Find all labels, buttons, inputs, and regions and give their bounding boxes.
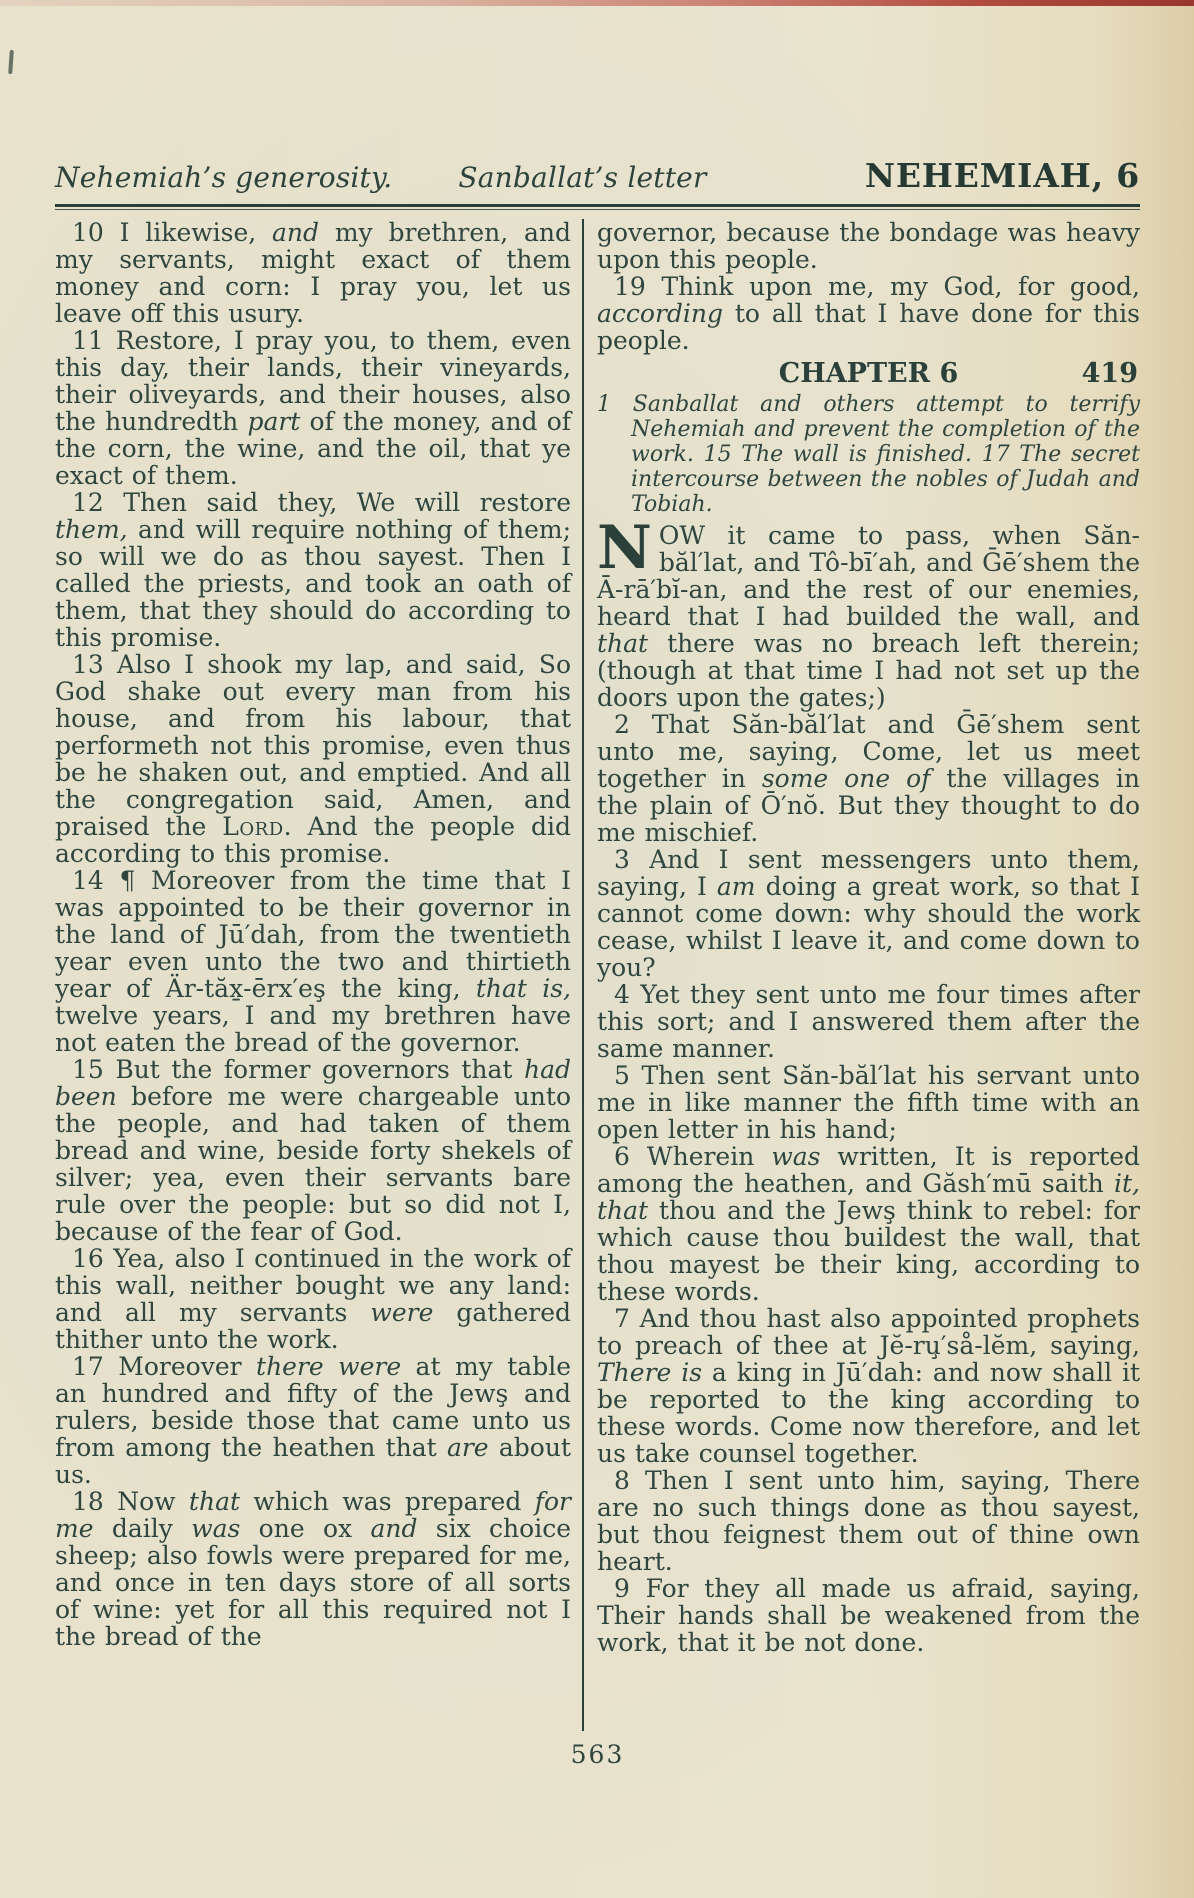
page-number: 563 [570,1740,625,1769]
verse-text: and will require nothing of them; so will we do as thou sayest. Then I called the priests, and took an oath of them, that they should do according to this promise. [55,515,571,652]
verse-number: 8 [614,1466,645,1495]
verse-text: Lord [222,812,284,841]
verse-text: part [247,407,301,436]
verse-text: am [716,872,756,901]
verse-text: Yet they sent unto me four times after this sort; and I answered them after the same manner. [597,980,1140,1063]
verse-paragraph [597,846,1140,981]
chapter-heading [597,358,1140,389]
verse-text: and [370,1514,418,1543]
verse-text: Now [117,1487,189,1516]
right-column [582,219,1140,1731]
verse-number: 17 [72,1352,119,1381]
verse-text: Also I shook my lap, and said, So God shake out every man from his house, and from his labour, that performeth not this promise, even thus be he shaken out, and emptied. And all the congregation said, Amen, and praised the [55,650,571,841]
verse-text: that is, [475,974,571,1003]
verse-text: a king in Jū′dah: and now shall it be reported to the king according to these words. Come now therefore, and let us take counsel together. [597,1358,1140,1468]
verse-paragraph [597,1062,1140,1143]
verse-text: Moreover from the time that I was appointed to be their governor in the land of Jū′dah, from the twentieth year even unto the two and thirtieth year of Är-tăx̱-ērx′eş the king, [55,866,571,1003]
verse-paragraph [55,1353,571,1488]
verse-text: Moreover [118,1352,257,1381]
verse-text: Yea, also I continued in the work of this wall, neither bought we any land: and all my servants [55,1244,571,1327]
verse-number: 18 [72,1487,118,1516]
verse-text: There is [597,1358,703,1387]
verse-text: and [272,218,320,247]
chapter-summary [597,392,1140,517]
verse-text: had been [55,1055,572,1111]
verse-number: 11 [72,326,116,355]
verse-number: 9 [614,1574,646,1603]
verse-text: daily [93,1514,192,1543]
verse-text: were [370,1298,434,1327]
verse-paragraph [55,1488,571,1650]
verse-text: it came to pass, when Săn-băl′lat, and Tô-bī′ah, and Ḡē′shem the Ā-rā′bĭ-an, and the rest of our enemies, heard that I had builded the wall, and [597,521,1140,631]
verse-text: written, It is reported among the heathen, and Găsh′mū saith [597,1142,1140,1198]
verse-text: Think upon me, my God, for good, [661,272,1140,301]
verse-number: 15 [72,1055,116,1084]
verse-paragraph [55,651,571,867]
verse-text: Then said they, We will restore [123,488,572,517]
verse-number: 14 [72,866,120,895]
verse-text: there was no breach left therein; (though at that time I had not set up the doors upon the gates;) [597,629,1140,712]
verse-text: about us. [55,1433,571,1489]
verse-text: some one of [761,764,931,793]
verse-text: For they all made us afraid, saying, Their hands shall be weakened from the work, that it be not done. [597,1574,1141,1657]
verse-paragraph [55,867,571,1056]
verse-paragraph [55,489,571,651]
verse-text: my brethren, and my servants, might exact of them money and corn: I pray you, let us leave off this usury. [55,218,572,328]
verse-paragraph [597,981,1140,1062]
verse-text: Wherein [646,1142,772,1171]
verse-number: 5 [614,1061,642,1090]
verse-text: thou and the Jewş think to rebel: for which cause thou buildest the wall, that thou mayest be their king, according to these words. [597,1196,1140,1306]
verse-text: Then I sent unto him, saying, There are no such things done as thou sayest, but thou feignest them out of thine own heart. [597,1466,1140,1576]
verse-text: which was prepared [240,1487,535,1516]
verse-text: before me were chargeable unto the people, and had taken of them bread and wine, beside forty shekels of silver; yea, even their servants bare rule over the people: but so did not I, because of the fear of God. [55,1082,571,1246]
verse-paragraph [55,1056,571,1245]
text-columns [55,219,1140,1731]
verse-text: at my table an hundred and fifty of the Jewş and rulers, beside those that came unto us from among the heathen that [55,1352,571,1462]
verse-text: Restore, I pray you, to them, even this day, their lands, their vineyards, their oliveyards, and their houses, also the hundredth [55,326,571,436]
dropcap-lead: OW [658,521,706,550]
verse-text: that [188,1487,241,1516]
verse-text: for me [55,1487,571,1543]
verse-text: gathered thither unto the work. [55,1298,571,1354]
verse-number: 10 [72,218,120,247]
verse-text: was [191,1514,241,1543]
page-title: NEHEMIAH, 6 [864,156,1140,195]
verse-text: doing a great work, so that I cannot come down: why should the work cease, whilst I leave it, and come down to you? [597,872,1140,982]
header-rule [55,204,1140,210]
chapter-title: CHAPTER 6 [778,358,959,389]
verse-number: 19 [614,272,662,301]
verse-text: twelve years, I and my brethren have not eaten the bread of the governor. [55,1001,571,1057]
verse-text: And I sent messengers unto them, saying, I [597,845,1140,901]
verse-paragraph [597,1143,1140,1305]
verse-paragraph [597,273,1140,354]
verse-text: them, [55,515,128,544]
verse-text: there were [256,1352,402,1381]
verse-paragraph [597,1305,1140,1467]
verse-text: I likewise, [119,218,273,247]
left-column [55,219,571,1731]
verse-text: That Săn-băl′lat and Ḡē′shem sent unto me, saying, Come, let us meet together in [597,710,1140,793]
verse-number: 16 [72,1244,114,1273]
verse-number: 2 [614,710,652,739]
verse-paragraph [597,711,1140,846]
running-head-titles [55,161,707,194]
verse-paragraph [597,1467,1140,1575]
verse-paragraph [55,327,571,489]
verse-text: But the former governors that [115,1055,524,1084]
verse-text: 1 Sanballat and others attempt to terrify Nehemiah and prevent the completion of the work. 15 The wall is finished. 17 The secret intercourse between the nobles of Judah and Tobiah. [597,392,1140,517]
verse-text: And thou hast also appointed prophets to preach of thee at Jĕ-ru̧′så-lĕm, saying, [597,1304,1140,1360]
verse-number: 12 [72,488,124,517]
running-head [55,156,1140,195]
verse-paragraph [597,513,1140,712]
verse-text: to all that I have done for this people. [597,299,1140,355]
verse-text: of the money, and of the corn, the wine, and the oil, that ye exact of them. [55,407,572,490]
verse-text: Then sent Săn-băl′lat his servant unto me in like manner the fifth time with an open letter in his hand; [597,1061,1140,1144]
verse-number: 13 [72,650,118,679]
running-head-right: Sanballat’s letter [458,161,707,194]
verse-paragraph [597,1575,1140,1656]
verse-text: that [597,629,649,658]
verse-number: 7 [614,1304,640,1333]
verse-text: six choice sheep; also fowls were prepared for me, and once in ten days store of all sorts of wine: yet for all this required not I the bread of the [55,1514,571,1651]
verse-text: . And the people did according to this promise. [55,812,572,868]
running-head-left: Nehemiah’s generosity. [55,161,393,194]
verse-text: was [771,1142,821,1171]
verse-text: it, that [597,1169,1140,1225]
verse-text: one ox [240,1514,371,1543]
pilcrow-mark: ¶ [119,866,152,895]
chapter-page-ref: 419 [1081,358,1138,389]
verse-text: are [446,1433,489,1462]
verse-number: 6 [614,1142,647,1171]
verse-paragraph [597,219,1140,273]
verse-paragraph [55,219,571,327]
verse-text: governor, because the bondage was heavy upon this people. [597,218,1140,274]
verse-text: the villages in the plain of Ō′nŏ. But they thought to do me mischief. [597,764,1140,847]
verse-paragraph [55,1245,571,1353]
verse-number: 3 [614,845,650,874]
dropcap-letter: N [597,513,652,583]
verse-number: 4 [614,980,641,1009]
verse-text: according [597,299,724,328]
